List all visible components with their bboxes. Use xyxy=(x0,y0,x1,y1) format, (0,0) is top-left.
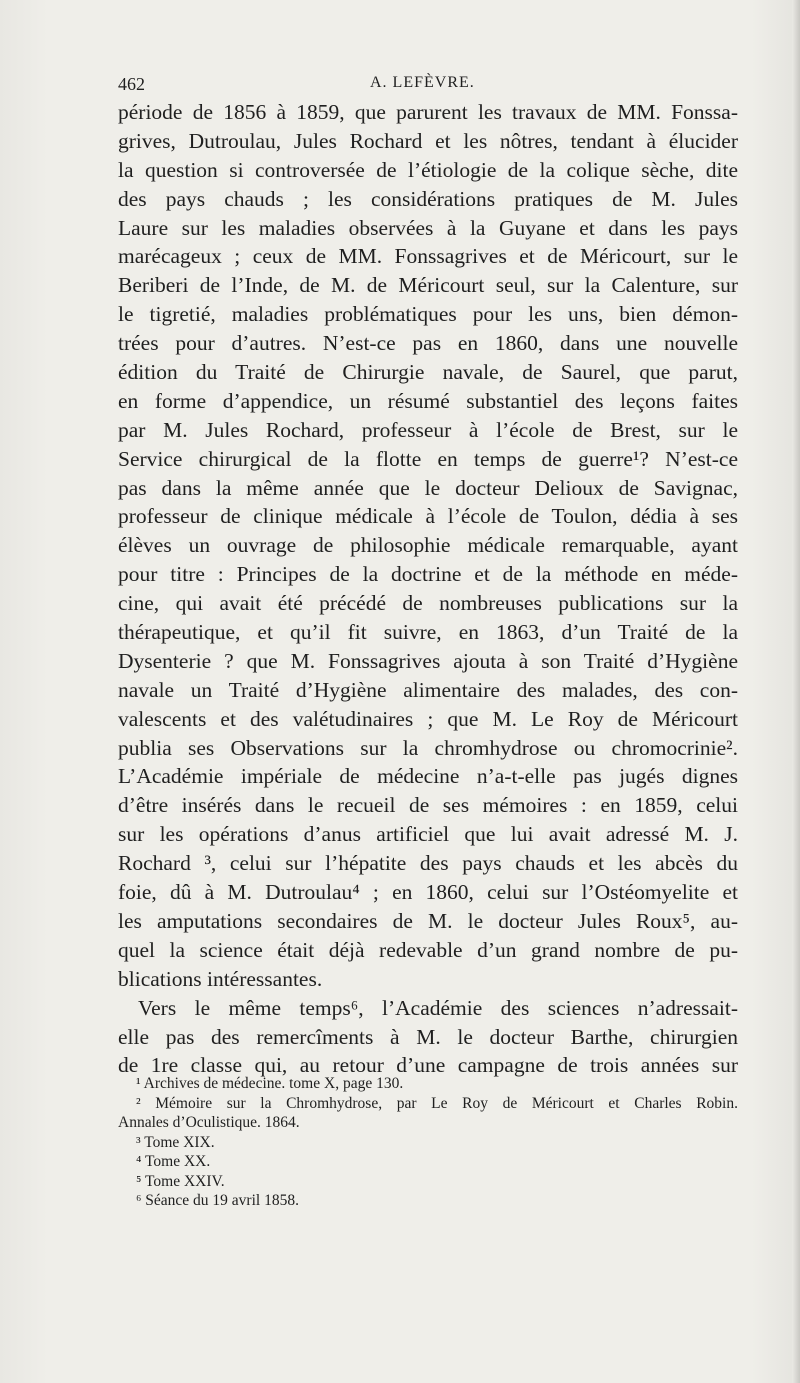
page-edge-shadow xyxy=(792,0,800,1383)
text-line: thérapeutique, et qu’il fit suivre, en 1863, d’un Traité de la xyxy=(118,620,738,645)
text-line: sur les opérations d’anus artificiel que lui avait adressé M. J. xyxy=(118,822,738,847)
text-line: par M. Jules Rochard, professeur à l’école de Brest, sur le xyxy=(118,417,738,442)
text-line: grives, Dutroulau, Jules Rochard et les nôtres, tendant à élucider xyxy=(118,128,738,153)
text-line: navale un Traité d’Hygiène alimentaire des malades, des con- xyxy=(118,677,738,702)
text-line: quel la science était déjà redevable d’un grand nombre de pu- xyxy=(118,937,738,962)
running-head: A. LEFÈVRE. xyxy=(370,74,475,91)
text-line: pas dans la même année que le docteur Delioux de Savignac, xyxy=(118,475,738,500)
text-line: trées pour d’autres. N’est-ce pas en 1860, dans une nouvelle xyxy=(118,331,738,356)
text-line: foie, dû à M. Dutroulau⁴ ; en 1860, celui sur l’Ostéomyelite et xyxy=(118,880,738,905)
text-line: édition du Traité de Chirurgie navale, de Saurel, que parut, xyxy=(118,360,738,385)
text-line: d’être insérés dans le recueil de ses mémoires : en 1859, celui xyxy=(118,793,738,818)
text-line: Dysenterie ? que M. Fonssagrives ajouta à son Traité d’Hygiène xyxy=(118,648,738,673)
footnote: ⁶ Séance du 19 avril 1858. xyxy=(136,1192,299,1209)
text-line: Service chirurgical de la flotte en temps de guerre¹? N’est-ce xyxy=(118,446,738,471)
text-line: le tigretié, maladies problématiques pour les uns, bien démon- xyxy=(118,302,738,327)
footnote: ³ Tome XIX. xyxy=(136,1133,215,1151)
footnote-continuation: Annales d’Oculistique. 1864. xyxy=(118,1114,300,1131)
text-line: elle pas des remercîments à M. le docteur Barthe, chirurgien xyxy=(118,1024,738,1049)
page-number: 462 xyxy=(118,74,145,94)
text-line: période de 1856 à 1859, que parurent les travaux de MM. Fonssa- xyxy=(118,100,738,124)
footnote: ² Mémoire sur la Chromhydrose, par Le Roy de Méricourt et Charles Robin. xyxy=(136,1094,738,1112)
text-line: la question si controversée de l’étiologie de la colique sèche, dite xyxy=(118,157,738,182)
page-header xyxy=(118,74,738,96)
text-line: en forme d’appendice, un résumé substantiel des leçons faites xyxy=(118,388,738,413)
text-line: élèves un ouvrage de philosophie médicale remarquable, ayant xyxy=(118,533,738,558)
text-line: Laure sur les maladies observées à la Guyane et dans les pays xyxy=(118,215,738,240)
text-line: cine, qui avait été précédé de nombreuses publications sur la xyxy=(118,591,738,616)
text-line: Vers le même temps⁶, l’Académie des sciences n’adressait- xyxy=(138,995,738,1020)
footnotes xyxy=(118,1074,738,1211)
text-line: publia ses Observations sur la chromhydrose ou chromocrinie². xyxy=(118,735,738,760)
text-line: L’Académie impériale de médecine n’a-t-elle pas jugés dignes xyxy=(118,764,738,789)
footnote: ⁴ Tome XX. xyxy=(136,1153,211,1170)
text-line: marécageux ; ceux de MM. Fonssagrives et de Méricourt, sur le xyxy=(118,244,738,269)
text-line: valescents et des valétudinaires ; que M. Le Roy de Méricourt xyxy=(118,706,738,731)
text-line: professeur de clinique médicale à l’école de Toulon, dédia à ses xyxy=(118,504,738,529)
text-line: Rochard ³, celui sur l’hépatite des pays chauds et les abcès du xyxy=(118,851,738,876)
text-line: blications intéressantes. xyxy=(118,966,323,991)
footnote: ⁵ Tome XXIV. xyxy=(136,1172,225,1190)
text-line: pour titre : Principes de la doctrine et de la méthode en méde- xyxy=(118,562,738,587)
footnote: ¹ Archives de médecine. tome X, page 130. xyxy=(136,1075,404,1092)
text-line: les amputations secondaires de M. le docteur Jules Roux⁵, au- xyxy=(118,908,738,933)
text-line: de 1re classe qui, au retour d’une campagne de trois années sur xyxy=(118,1053,738,1078)
body-text xyxy=(118,98,738,1080)
text-line: des pays chauds ; les considérations pratiques de M. Jules xyxy=(118,186,738,211)
text-line: Beriberi de l’Inde, de M. de Méricourt seul, sur la Calenture, sur xyxy=(118,273,738,298)
